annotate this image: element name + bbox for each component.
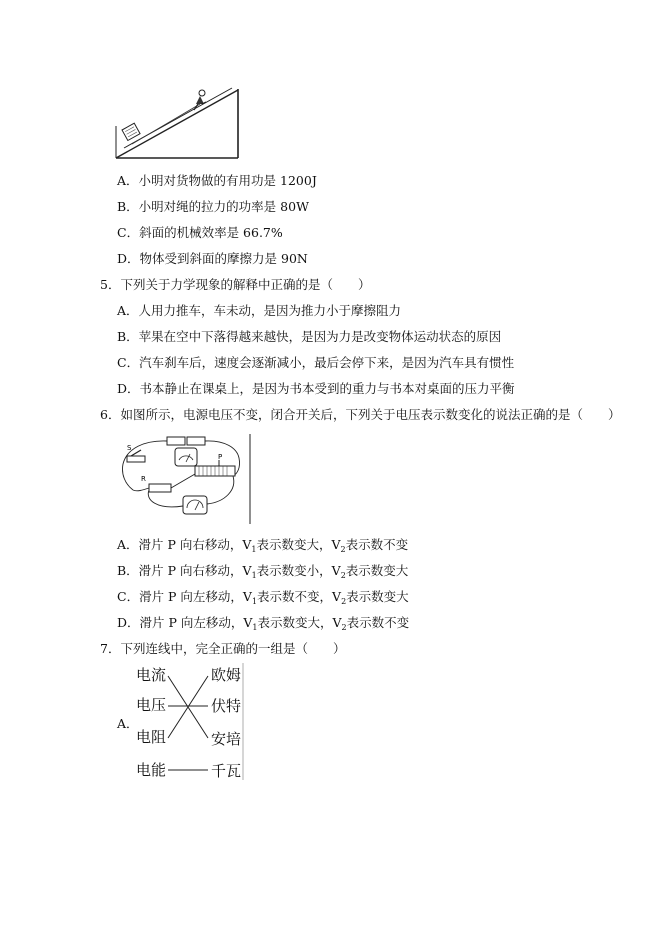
q6-option-d-suffix: 表示数不变 xyxy=(346,615,410,630)
subscript-2: 2 xyxy=(340,545,346,554)
match-left-resistance: 电阻 xyxy=(136,728,167,746)
switch-label: S xyxy=(127,444,132,452)
subscript-1: 1 xyxy=(252,623,258,632)
q5-stem: 5．下列关于力学现象的解释中正确的是（ ） xyxy=(100,277,371,292)
q6-option-c-text: C．滑片 P 向左移动，V xyxy=(117,589,252,604)
q5-option-c: C．汽车刹车后，速度会逐渐减小，最后会停下来，是因为汽车具有惯性 xyxy=(117,355,515,370)
q6-option-a-suffix: 表示数不变 xyxy=(345,537,409,552)
subscript-1: 1 xyxy=(251,571,257,580)
q4-option-a: A．小明对货物做的有用功是 1200J xyxy=(117,173,317,188)
match-right-kilowatt: 千瓦 xyxy=(211,762,242,780)
q5-option-b: B．苹果在空中下落得越来越快，是因为力是改变物体运动状态的原因 xyxy=(117,329,502,344)
subscript-2: 2 xyxy=(340,571,346,580)
q4-option-c: C．斜面的机械效率是 66.7% xyxy=(117,225,283,240)
q6-option-b-suffix: 表示数变大 xyxy=(345,563,409,578)
q6-option-d-mid: 表示数变大，V xyxy=(257,615,342,630)
q4-option-d: D．物体受到斜面的摩擦力是 90N xyxy=(117,251,308,266)
match-right-volt: 伏特 xyxy=(211,697,242,715)
match-right-ohm: 欧姆 xyxy=(211,666,242,684)
q6-option-a-text: A．滑片 P 向右移动，V xyxy=(117,537,252,552)
q6-option-a-mid: 表示数变大，V xyxy=(256,537,341,552)
q6-option-d-text: D．滑片 P 向左移动，V xyxy=(117,615,253,630)
q6-stem: 6．如图所示，电源电压不变，闭合开关后，下列关于电压表示数变化的说法正确的是（ ） xyxy=(100,407,621,422)
q6-option-b-text: B．滑片 P 向右移动，V xyxy=(117,563,252,578)
resistor-label: R xyxy=(141,475,146,483)
q6-option-b-mid: 表示数变小，V xyxy=(256,563,341,578)
subscript-1: 1 xyxy=(251,597,258,606)
q6-option-c-suffix: 表示数变大 xyxy=(346,589,409,604)
q7-option-a-label: A． xyxy=(117,716,139,731)
q5-option-a: A．人用力推车，车未动，是因为推力小于摩擦阻力 xyxy=(117,303,402,318)
q5-option-d: D．书本静止在课桌上，是因为书本受到的重力与书本对桌面的压力平衡 xyxy=(117,381,515,396)
match-left-current: 电流 xyxy=(136,666,167,684)
q6-option-c-mid: 表示数不变，V xyxy=(257,589,342,604)
q4-option-b: B．小明对绳的拉力的功率是 80W xyxy=(117,199,309,214)
match-right-ampere: 安培 xyxy=(211,730,242,748)
match-left-voltage: 电压 xyxy=(136,696,167,714)
match-left-energy: 电能 xyxy=(136,761,167,779)
q7-stem: 7．下列连线中，完全正确的一组是（ ） xyxy=(100,641,346,656)
subscript-2: 2 xyxy=(341,597,347,606)
subscript-1: 1 xyxy=(251,545,257,554)
slider-label: P xyxy=(218,453,223,461)
subscript-2: 2 xyxy=(341,623,347,632)
